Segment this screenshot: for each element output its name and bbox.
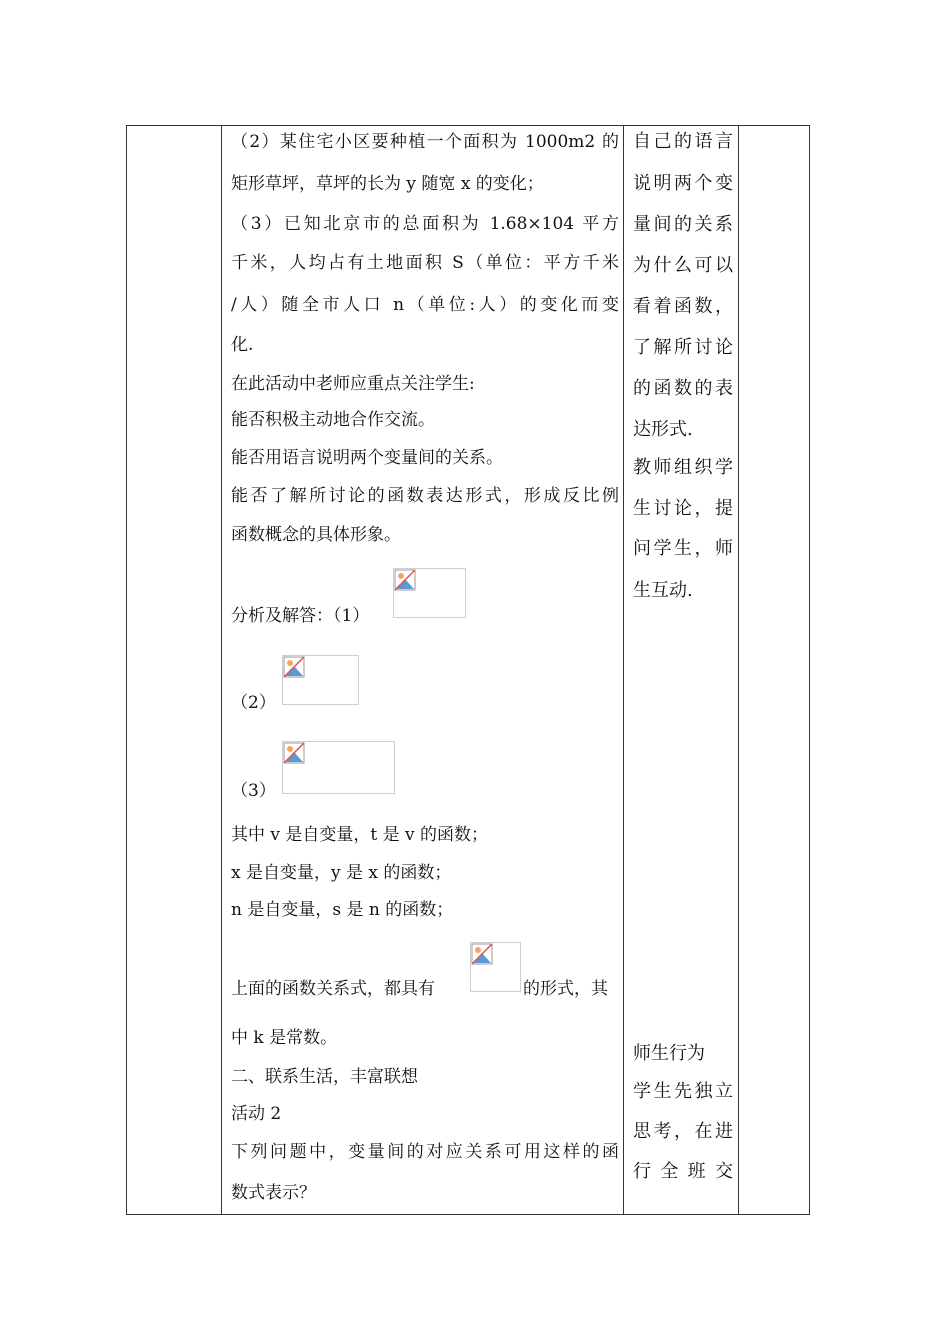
formula-image-3 [282, 741, 395, 794]
answer-3-label: （3） [231, 781, 276, 801]
note-line: 问学生，师 [633, 538, 733, 559]
note-line: 生互动. [633, 580, 693, 601]
note-line: 说明两个变 [633, 173, 733, 194]
focus-item-2: 能否用语言说明两个变量间的关系。 [231, 448, 503, 468]
variable-line-3: n 是自变量，s 是 n 的函数； [231, 900, 454, 920]
note-line: 的函数的表 [633, 378, 733, 399]
variable-line-1: 其中 v 是自变量，t 是 v 的函数； [231, 825, 489, 845]
formula-image-2 [282, 655, 359, 705]
focus-intro: 在此活动中老师应重点关注学生: [231, 374, 475, 394]
note-line: 教师组织学 [633, 457, 733, 478]
column-divider [221, 126, 222, 1214]
broken-image-icon [394, 569, 416, 591]
activity-2-label: 活动 2 [231, 1104, 282, 1124]
note-line: 看着函数， [633, 296, 733, 317]
broken-image-icon [283, 742, 305, 764]
note-line: 师生行为 [633, 1043, 705, 1064]
note-line: 达形式. [633, 419, 693, 440]
form-text-after: 的形式，其 [523, 979, 608, 999]
question-3-line4: 化. [231, 335, 254, 355]
column-divider [738, 126, 739, 1214]
answer-2-label: （2） [231, 693, 276, 713]
form-text-before: 上面的函数关系式，都具有 [231, 979, 435, 999]
note-line: 生讨论，提 [633, 498, 733, 519]
focus-item-3-line2: 函数概念的具体形象。 [231, 525, 401, 545]
question-2-line1: （2）某住宅小区要种植一个面积为 1000m2 的 [231, 132, 619, 152]
activity-2-question-line2: 数式表示？ [231, 1183, 316, 1203]
question-3-line1: （3）已知北京市的总面积为 1.68×104 平方 [231, 214, 619, 234]
formula-image-4 [470, 942, 521, 992]
formula-image-1 [393, 568, 466, 618]
lesson-table [126, 125, 810, 1215]
form-text-line2: 中 k 是常数。 [231, 1028, 338, 1048]
focus-item-1: 能否积极主动地合作交流。 [231, 410, 435, 430]
analysis-label: 分析及解答：（1） [231, 606, 370, 626]
note-line: 思考，在进 [633, 1121, 733, 1142]
question-3-line3: /人）随全市人口 n（单位:人）的变化而变 [231, 295, 619, 315]
note-line: 了解所讨论 [633, 337, 733, 358]
note-line: 量间的关系 [633, 214, 733, 235]
note-line: 行 全 班 交 [633, 1161, 733, 1182]
note-line: 自己的语言 [633, 131, 733, 152]
note-line: 为什么可以 [633, 255, 733, 276]
broken-image-icon [283, 656, 305, 678]
note-line: 学生先独立 [633, 1081, 733, 1102]
question-3-line2: 千米，人均占有土地面积 S（单位：平方千米 [231, 253, 619, 273]
section-2-title: 二、联系生活，丰富联想 [231, 1067, 418, 1087]
column-divider [623, 126, 624, 1214]
question-2-line2: 矩形草坪，草坪的长为 y 随宽 x 的变化； [231, 174, 544, 194]
focus-item-3-line1: 能否了解所讨论的函数表达形式，形成反比例 [231, 486, 619, 506]
variable-line-2: x 是自变量，y 是 x 的函数； [231, 863, 452, 883]
broken-image-icon [471, 943, 493, 965]
activity-2-question-line1: 下列问题中，变量间的对应关系可用这样的函 [231, 1142, 619, 1162]
